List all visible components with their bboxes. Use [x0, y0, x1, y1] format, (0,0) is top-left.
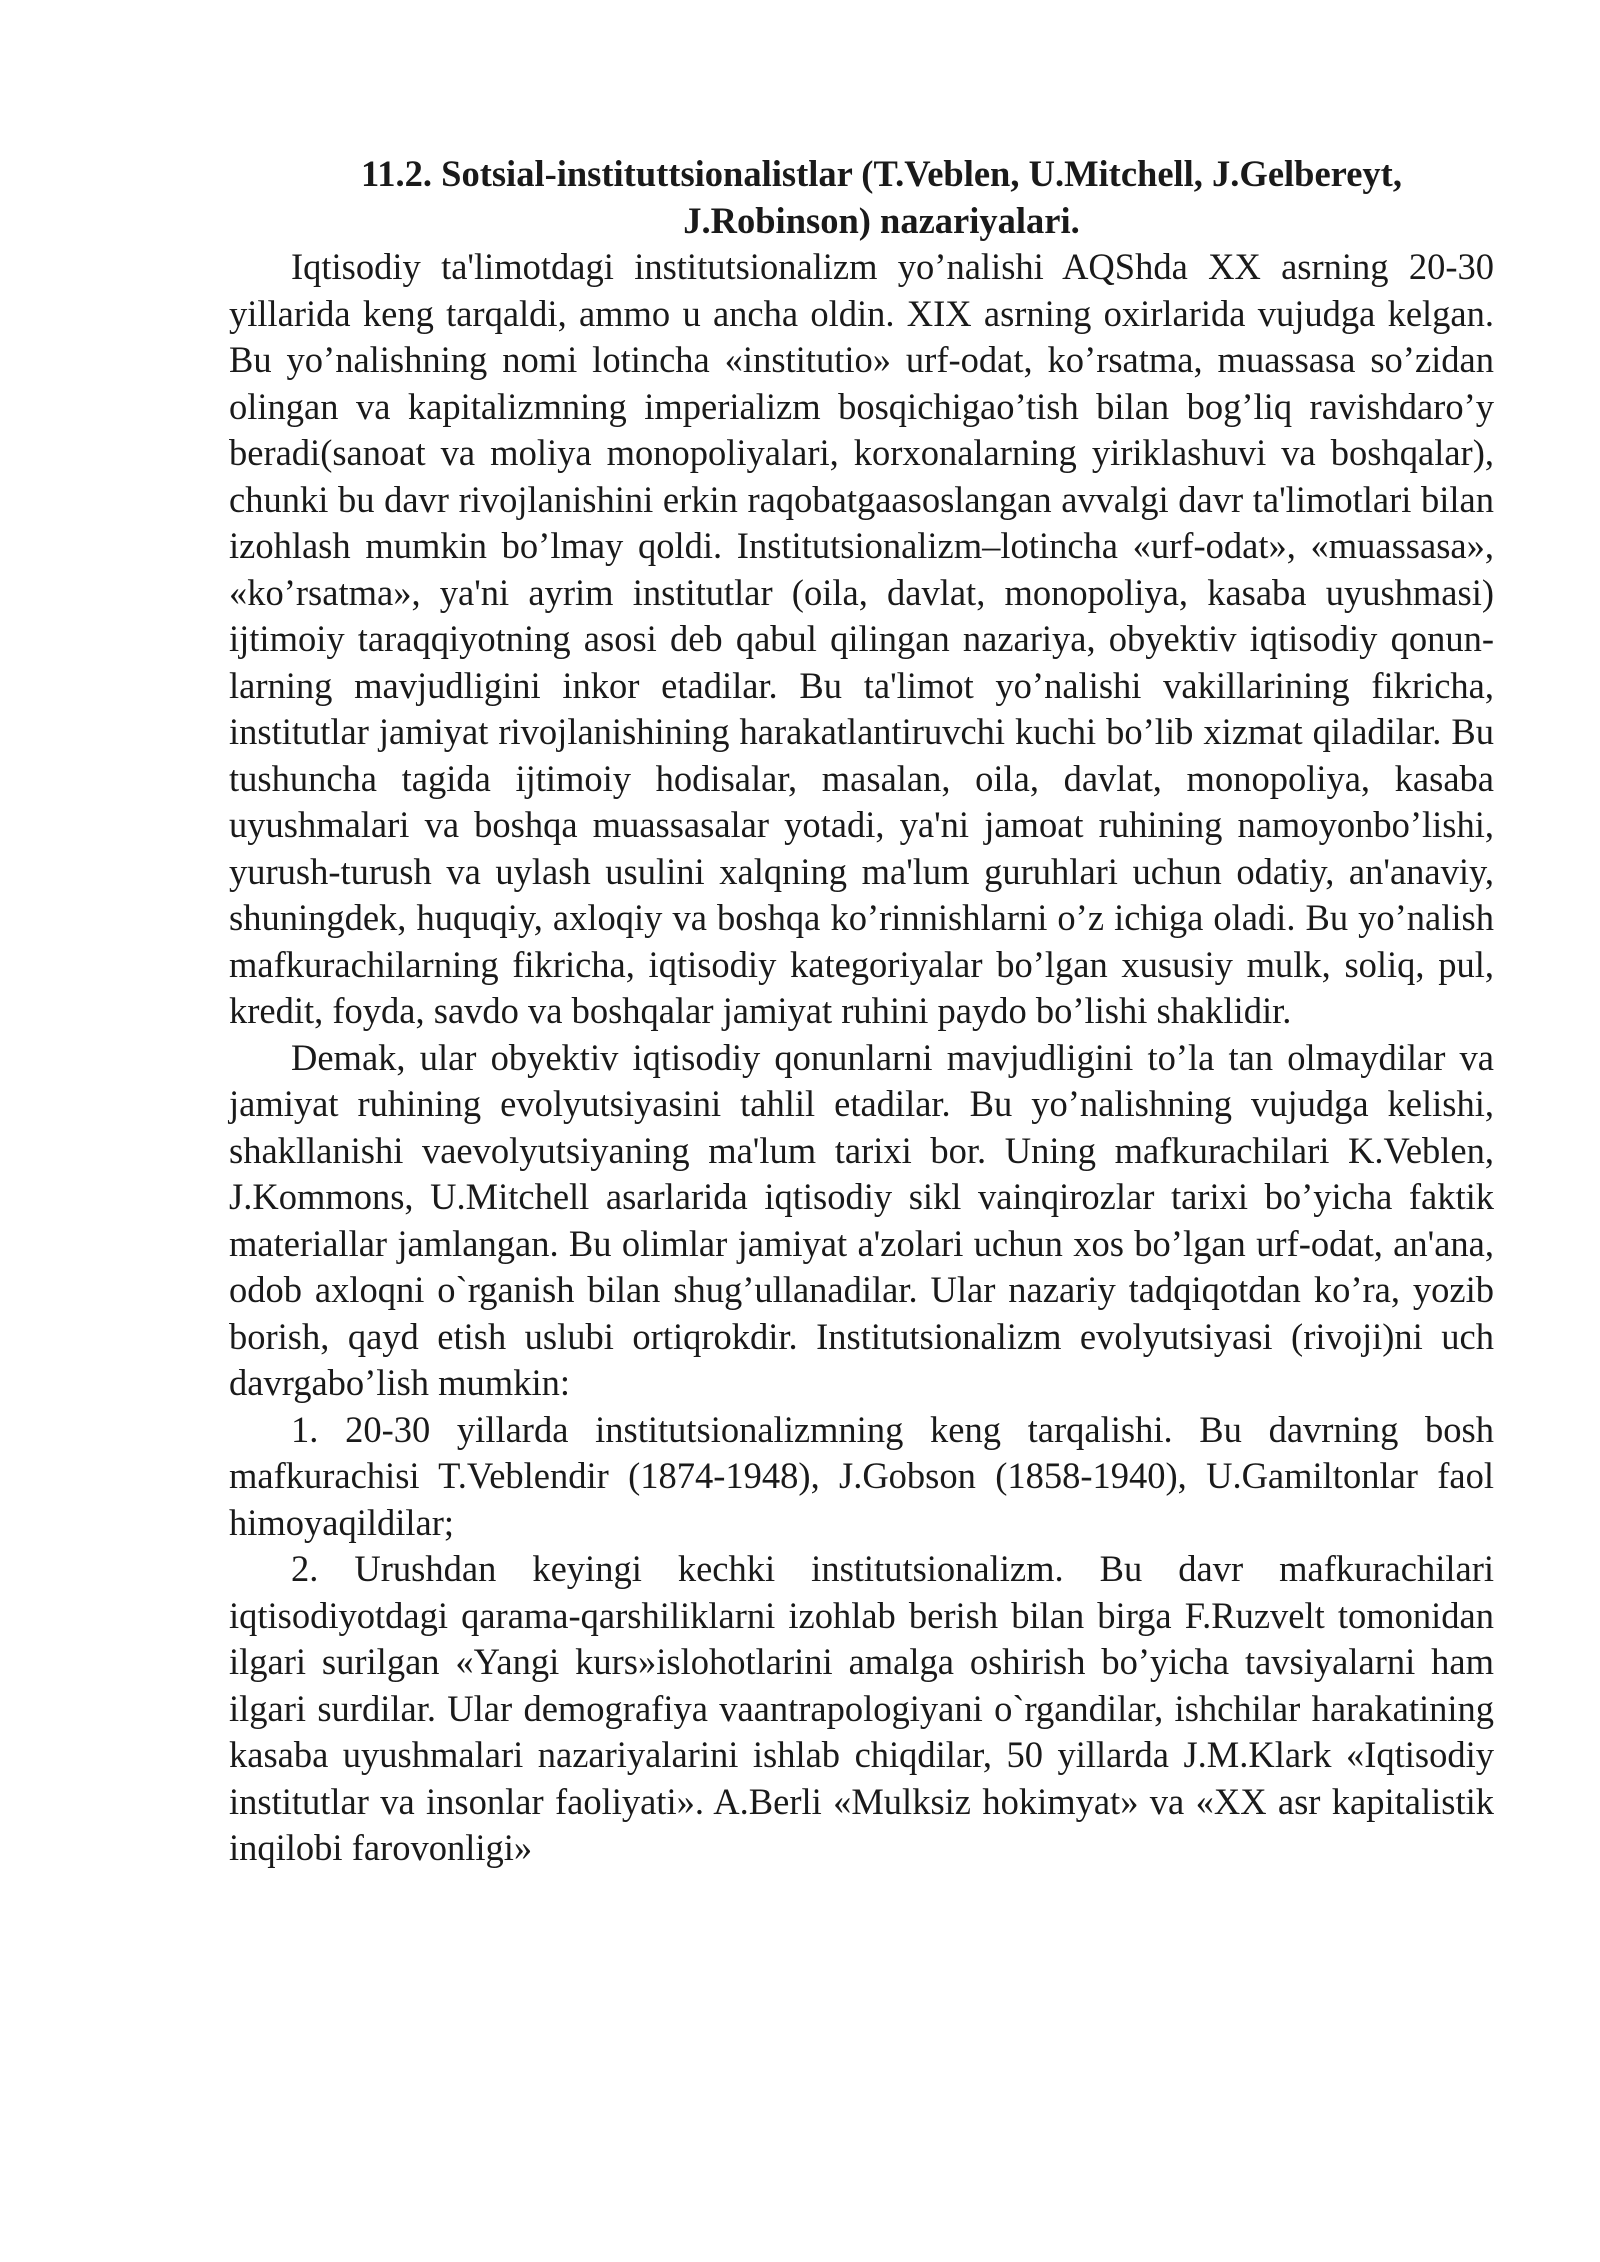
heading-line-1: 11.2. Sotsial-instituttsionalistlar (T.Veblen, U.Mitchell, J.Gelbereyt,: [361, 153, 1402, 194]
heading-line-2: J.Robinson) nazariyalari.: [683, 200, 1080, 241]
paragraph-3: 1. 20-30 yillarda institutsionalizmning keng tarqalishi. Bu davrning bosh mafkurachisi T.Veblendir (1874-1948), J.Gobson (1858-1940), U.Gamiltonlar faol himoyaqildilar;: [229, 1408, 1494, 1543]
paragraph-4: 2. Urushdan keyingi kechki institutsionalizm. Bu davr mafkurachilari iqtisodiyotdagi qarama-qarshiliklarni izohlab berish bilan birga F.Ruzvelt tomonidan ilgari surilgan «Yangi kurs»islohotlarini amalga oshirish bo’yicha tavsiyalarni ham ilgari surdilar. Ular demografiya vaantrapologiyani o`rgandilar, ishchilar harakatining kasaba uyushmalari nazariyalarini ishlab chiqdilar, 50 yillarda J.M.Klark «Iqtisodiy institutlar va insonlar faoliyati». A.Berli «Mulksiz hokimyat» va «XX asr kapitalistik inqilobi farovonligi»: [229, 1548, 1494, 1868]
paragraph-2: Demak, ular obyektiv iqtisodiy qonunlarni mavjudligini to’la tan olmaydilar va jamiyat ruhining evolyutsiyasini tahlil etadilar. Bu yo’nalishning vujudga kelishi, shakllanishi vaevolyutsiyaning ma'lum tarixi bor. Uning mafkurachilari K.Veblen, J.Kommons, U.Mitchell asarlarida iqtisodiy sikl vainqirozlar tarixi bo’yicha faktik materiallar jamlangan. Bu olimlar jamiyat a'zolari uchun xos bo’lgan urf-odat, an'ana, odob axloqni o`rganish bilan shug’ullanadilar. Ular nazariy tadqiqotdan ko’ra, yozib borish, qayd etish uslubi ortiqrokdir. Institutsionalizm evolyutsiyasi (rivoji)ni uch davrgabo’lish mumkin:: [229, 1036, 1494, 1403]
section-heading: [269, 150, 1494, 244]
document-page: [229, 150, 1494, 1872]
paragraph-1: Iqtisodiy ta'limotdagi institutsionalizm yo’nalishi AQShda XX asrning 20-30 yillarida keng tarqaldi, ammo u ancha oldin. XIX asrning oxirlarida vujudga kelgan. Bu yo’nalishning nomi lotincha «institutio» urf-odat, ko’rsatma, muassasa so’zidan olingan va kapitalizmning imperializm bosqichigao’tish bilan bog’liq ravishdaro’y beradi(sanoat va moliya monopoliyalari, korxonalarning yiriklashuvi va boshqalar), chunki bu davr rivojlanishini erkin raqobatgaasoslangan avvalgi davr ta'limotlari bilan izohlash mumkin bo’lmay qoldi. Institutsionalizm–lotincha «urf-odat», «muassasa», «ko’rsatma», ya'ni ayrim institutlar (oila, davlat, monopoliya, kasaba uyushmasi) ijtimoiy taraqqiyotning asosi deb qabul qilingan nazariya, obyektiv iqtisodiy qonun-larning mavjudligini inkor etadilar. Bu ta'limot yo’nalishi vakillarining fikricha, institutlar jamiyat rivojlanishining harakatlantiruvchi kuchi bo’lib xizmat qiladilar. Bu tushuncha tagida ijtimoiy hodisalar, masalan, oila, davlat, monopoliya, kasaba uyushmalari va boshqa muassasalar yotadi, ya'ni jamoat ruhining namoyonbo’lishi, yurush-turush va uylash usulini xalqning ma'lum guruhlari uchun odatiy, an'anaviy, shuningdek, huquqiy, axloqiy va boshqa ko’rinnishlarni o’z ichiga oladi. Bu yo’nalish mafkurachilarning fikricha, iqtisodiy kategoriyalar bo’lgan xususiy mulk, soliq, pul, kredit, foyda, savdo va boshqalar jamiyat ruhini paydo bo’lishi shaklidir.: [229, 246, 1494, 1031]
